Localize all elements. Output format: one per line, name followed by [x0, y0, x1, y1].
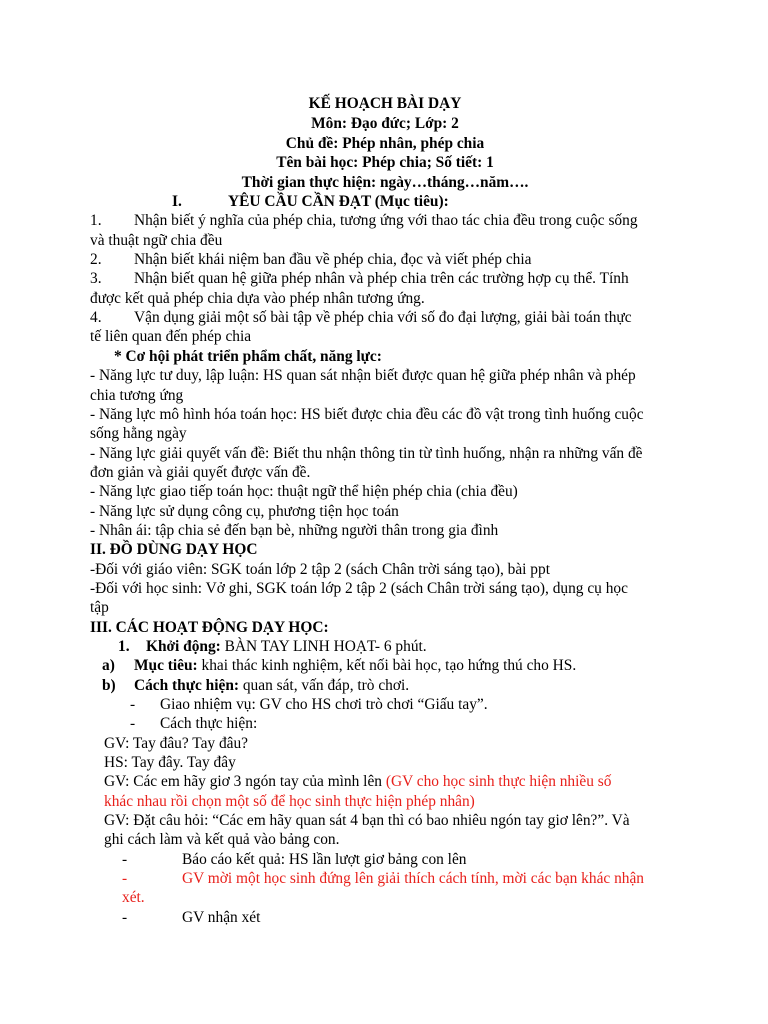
activity-label: Khởi động:: [146, 638, 221, 655]
competency-5: - Năng lực sử dụng công cụ, phương tiện học toán: [90, 503, 399, 520]
method-bold: Cách thực hiện:: [134, 677, 239, 694]
goal-line: [102, 656, 702, 676]
competency-2-cont: sống hằng ngày: [90, 425, 187, 442]
competency-3-cont: đơn giản và giải quyết được vấn đề.: [90, 464, 311, 481]
student-materials: -Đối với học sinh: Vở ghi, SGK toán lớp 2 tập 2 (sách Chân trời sáng tạo), dụng cụ học: [90, 580, 628, 597]
doc-subject: Môn: Đạo đức; Lớp: 2: [311, 115, 459, 132]
objective-item-4-cont: tế liên quan đến phép chia: [90, 328, 252, 345]
objective-line1: Nhận biết quan hệ giữa phép nhân và phép chia trên các trường hợp cụ thể. Tính: [134, 270, 629, 287]
competency-3: - Năng lực giải quyết vấn đề: Biết thu nhận thông tin từ tình huống, nhận ra những vấn đề: [90, 445, 643, 462]
objective-item-2: [90, 250, 690, 270]
comment-text: GV nhận xét: [182, 909, 261, 926]
dialog-gv-3-cont: ghi cách làm và kết quả vào bảng con.: [104, 831, 340, 848]
competency-4: - Năng lực giao tiếp toán học: thuật ngữ thể hiện phép chia (chia đều): [90, 483, 518, 500]
objective-item-1: [90, 211, 690, 231]
objective-line1: Nhận biết ý nghĩa của phép chia, tương ứng với thao tác chia đều trong cuộc sống: [134, 212, 638, 229]
objective-item-3: [90, 269, 690, 289]
competency-1-cont: chia tương ứng: [90, 387, 184, 404]
section1-title: YÊU CẦU CẦN ĐẠT (Mục tiêu):: [228, 193, 449, 210]
dash: -: [130, 715, 136, 732]
step-text: Cách thực hiện:: [160, 715, 258, 732]
competency-2: - Năng lực mô hình hóa toán học: HS biết được chia đều các đồ vật trong tình huống cuộc: [90, 406, 644, 423]
objective-item-3-cont: được kết quả phép chia dựa vào phép nhân tương ứng.: [90, 290, 425, 307]
method-text: quan sát, vấn đáp, trò chơi.: [239, 677, 410, 694]
objective-num: 4.: [90, 309, 102, 326]
section2-heading: II. ĐỒ DÙNG DẠY HỌC: [90, 541, 258, 558]
section3-heading: III. CÁC HOẠT ĐỘNG DẠY HỌC:: [90, 619, 329, 636]
objective-line1: Vận dụng giải một số bài tập về phép chia với số đo đại lượng, giải bài toán thực: [134, 309, 632, 326]
teacher-materials: -Đối với giáo viên: SGK toán lớp 2 tập 2 (sách Chân trời sáng tạo), bài ppt: [90, 561, 550, 578]
objective-num: 3.: [90, 270, 102, 287]
objective-item-1-cont: và thuật ngữ chia đều: [90, 232, 223, 249]
dash: -: [122, 870, 128, 887]
goal-bold: Mục tiêu:: [134, 657, 198, 674]
dash: -: [122, 851, 128, 868]
dialog-gv-2-text: GV: Các em hãy giơ 3 ngón tay của mình lên: [104, 773, 386, 790]
objective-num: 2.: [90, 251, 102, 268]
dialog-gv-2: [104, 772, 704, 792]
dialog-gv-1: GV: Tay đâu? Tay đâu?: [104, 735, 249, 752]
invite-line: [122, 869, 712, 889]
competency-1: - Năng lực tư duy, lập luận: HS quan sát nhận biết được quan hệ giữa phép nhân và phép: [90, 367, 636, 384]
invite-line-cont: xét.: [122, 889, 145, 906]
step-1: [130, 695, 730, 715]
competency-6: - Nhân ái: tập chia sẻ đến bạn bè, những người thân trong gia đình: [90, 522, 499, 539]
method-line: [102, 676, 702, 696]
objective-num: 1.: [90, 212, 102, 229]
section1-roman: I.: [172, 193, 182, 210]
invite-text: GV mời một học sinh đứng lên giải thích cách tính, mời các bạn khác nhận: [182, 870, 645, 887]
step-2: [130, 714, 730, 734]
step-text: Giao nhiệm vụ: GV cho HS chơi trò chơi “Giấu tay”.: [160, 696, 488, 713]
opportunity-heading: * Cơ hội phát triển phẩm chất, năng lực:: [114, 348, 382, 365]
objective-line1: Nhận biết khái niệm ban đầu về phép chia, đọc và viết phép chia: [134, 251, 532, 268]
activity-1: [118, 637, 718, 657]
activity-text: BÀN TAY LINH HOẠT- 6 phút.: [220, 638, 427, 655]
goal-text: khai thác kinh nghiệm, kết nối bài học, tạo hứng thú cho HS.: [197, 657, 577, 674]
method-label: b): [102, 677, 116, 694]
doc-topic: Chủ đề: Phép nhân, phép chia: [285, 135, 485, 152]
dialog-hs-1: HS: Tay đây. Tay đây: [104, 754, 236, 771]
report-line: [122, 850, 722, 870]
goal-label: a): [102, 657, 115, 674]
objective-item-4: [90, 308, 690, 328]
doc-title: KẾ HOẠCH BÀI DẠY: [308, 95, 462, 112]
doc-lesson: Tên bài học: Phép chia; Số tiết: 1: [276, 154, 494, 171]
report-text: Báo cáo kết quả: HS lần lượt giơ bảng con lên: [182, 851, 467, 868]
dialog-gv-2-note-cont: khác nhau rồi chọn một số để học sinh thực hiện phép nhân): [104, 793, 475, 810]
student-materials-cont: tập: [90, 599, 109, 616]
activity-num: 1.: [118, 638, 130, 655]
dialog-gv-3: GV: Đặt câu hỏi: “Các em hãy quan sát 4 bạn thì có bao nhiêu ngón tay giơ lên?”. Và: [104, 812, 630, 829]
dash: -: [122, 909, 128, 926]
comment-line: [122, 908, 722, 928]
dash: -: [130, 696, 136, 713]
dialog-gv-2-note: (GV cho học sinh thực hiện nhiều số: [385, 773, 612, 790]
section1-heading: [172, 192, 692, 212]
doc-time: Thời gian thực hiện: ngày…tháng…năm….: [241, 174, 529, 191]
